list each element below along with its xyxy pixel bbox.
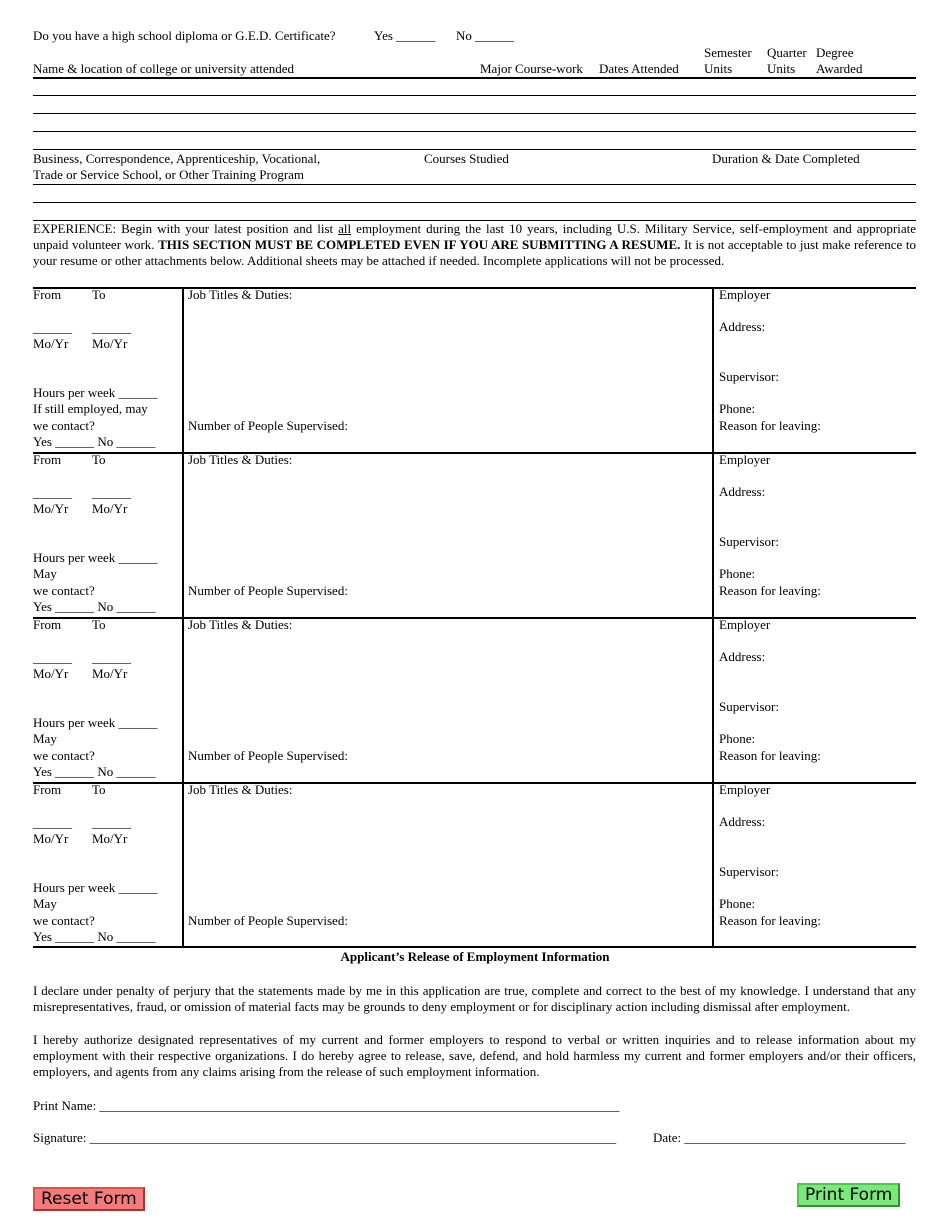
reason-for-leaving-label: Reason for leaving:	[719, 913, 821, 928]
reset-form-button[interactable]: Reset Form	[33, 1187, 145, 1211]
from-date-field[interactable]: ______	[33, 815, 72, 830]
supervisor-label: Supervisor:	[719, 369, 779, 384]
from-format-label: Mo/Yr	[33, 336, 69, 351]
to-label: To	[92, 782, 106, 797]
diploma-question-text: Do you have a high school diploma or G.E.D. Certificate?	[33, 28, 336, 43]
hours-per-week-field[interactable]: Hours per week ______	[33, 550, 158, 565]
employer-label: Employer	[719, 287, 771, 302]
courses-studied-header: Courses Studied	[424, 151, 509, 166]
phone-label: Phone:	[719, 896, 756, 911]
experience-block-top-rule	[33, 452, 916, 454]
college-row-line[interactable]	[33, 149, 916, 150]
training-school-header-line2: Trade or Service School, or Other Training Program	[33, 167, 305, 182]
diploma-no-field[interactable]: No ______	[456, 28, 515, 43]
address-label: Address:	[719, 319, 766, 334]
training-school-header-line1: Business, Correspondence, Apprenticeship, Vocational,	[33, 151, 321, 166]
contact-question-line1: May	[33, 566, 57, 581]
reason-for-leaving-label: Reason for leaving:	[719, 583, 821, 598]
to-date-field[interactable]: ______	[92, 650, 131, 665]
from-format-label: Mo/Yr	[33, 831, 69, 846]
experience-instructions	[33, 221, 916, 269]
experience-column-divider	[182, 782, 184, 947]
job-titles-duties-label: Job Titles & Duties:	[188, 782, 293, 797]
from-date-field[interactable]: ______	[33, 650, 72, 665]
college-row-line[interactable]	[33, 95, 916, 96]
from-label: From	[33, 287, 62, 302]
hours-per-week-field[interactable]: Hours per week ______	[33, 385, 158, 400]
job-titles-duties-label: Job Titles & Duties:	[188, 617, 293, 632]
experience-block-top-rule	[33, 617, 916, 619]
contact-yes-no-field[interactable]: Yes ______ No ______	[33, 434, 156, 449]
college-name-header: Name & location of college or university attended	[33, 61, 294, 76]
job-titles-duties-label: Job Titles & Duties:	[188, 287, 293, 302]
address-label: Address:	[719, 649, 766, 664]
print-form-button[interactable]: Print Form	[797, 1183, 900, 1207]
job-titles-duties-label: Job Titles & Duties:	[188, 452, 293, 467]
from-date-field[interactable]: ______	[33, 485, 72, 500]
experience-column-divider	[712, 452, 714, 617]
contact-question-line2: we contact?	[33, 913, 95, 928]
contact-question-line2: we contact?	[33, 748, 95, 763]
training-row-line[interactable]	[33, 202, 916, 203]
to-format-label: Mo/Yr	[92, 336, 128, 351]
degree-header-top: Degree	[816, 45, 854, 60]
people-supervised-label: Number of People Supervised:	[188, 913, 348, 928]
signature-field[interactable]: Signature: _________________________________________________________________________________	[33, 1130, 617, 1145]
from-label: From	[33, 782, 62, 797]
to-label: To	[92, 452, 106, 467]
to-format-label: Mo/Yr	[92, 666, 128, 681]
experience-column-divider	[712, 617, 714, 782]
employer-label: Employer	[719, 782, 771, 797]
supervisor-label: Supervisor:	[719, 699, 779, 714]
semester-header-bottom: Units	[704, 61, 733, 76]
print-name-field[interactable]: Print Name: ________________________________________________________________________________	[33, 1098, 620, 1113]
to-label: To	[92, 617, 106, 632]
experience-column-divider	[182, 452, 184, 617]
supervisor-label: Supervisor:	[719, 864, 779, 879]
supervisor-label: Supervisor:	[719, 534, 779, 549]
dates-attended-header: Dates Attended	[599, 61, 679, 76]
duration-header: Duration & Date Completed	[712, 151, 860, 166]
to-date-field[interactable]: ______	[92, 320, 131, 335]
experience-column-divider	[182, 617, 184, 782]
to-date-field[interactable]: ______	[92, 485, 131, 500]
experience-bottom-rule	[33, 946, 916, 948]
contact-yes-no-field[interactable]: Yes ______ No ______	[33, 599, 156, 614]
phone-label: Phone:	[719, 401, 756, 416]
degree-header-bottom: Awarded	[816, 61, 863, 76]
experience-intro-bold: THIS SECTION MUST BE COMPLETED EVEN IF YOU ARE SUBMITTING A RESUME.	[158, 237, 681, 252]
release-paragraph-1: I declare under penalty of perjury that the statements made by me in this application are true, complete and correct to the best of my knowledge. I understand that any misrepresentatives, fraud, or omission of material facts may be grounds to deny employment or for disciplinary action including dismissal after employment.	[33, 983, 916, 1014]
to-format-label: Mo/Yr	[92, 831, 128, 846]
people-supervised-label: Number of People Supervised:	[188, 748, 348, 763]
contact-question-line1: May	[33, 896, 57, 911]
contact-question-line1: If still employed, may	[33, 401, 148, 416]
phone-label: Phone:	[719, 731, 756, 746]
to-format-label: Mo/Yr	[92, 501, 128, 516]
to-date-field[interactable]: ______	[92, 815, 131, 830]
employer-label: Employer	[719, 452, 771, 467]
quarter-header-bottom: Units	[767, 61, 796, 76]
college-row-line[interactable]	[33, 131, 916, 132]
quarter-header-top: Quarter	[767, 45, 807, 60]
employer-label: Employer	[719, 617, 771, 632]
experience-block-top-rule	[33, 782, 916, 784]
contact-question-line1: May	[33, 731, 57, 746]
hours-per-week-field[interactable]: Hours per week ______	[33, 715, 158, 730]
training-row-line[interactable]	[33, 184, 916, 185]
experience-intro-underlined: all	[338, 221, 352, 236]
experience-intro-mid: employment during the last 10 years, including U.S. Military Service, self-employment and appropriate unpaid volunteer work.	[33, 221, 916, 252]
people-supervised-label: Number of People Supervised:	[188, 418, 348, 433]
from-format-label: Mo/Yr	[33, 501, 69, 516]
experience-column-divider	[712, 287, 714, 452]
to-label: To	[92, 287, 106, 302]
semester-header-top: Semester	[704, 45, 752, 60]
experience-column-divider	[712, 782, 714, 947]
diploma-yes-field[interactable]: Yes ______	[374, 28, 436, 43]
college-row-line[interactable]	[33, 113, 916, 114]
contact-question-line2: we contact?	[33, 583, 95, 598]
hours-per-week-field[interactable]: Hours per week ______	[33, 880, 158, 895]
college-header-rule	[33, 77, 916, 79]
release-paragraph-2: I hereby authorize designated representatives of my current and former employers to respond to verbal or written inquiries and to release information about my employment with their respective organizations. I do hereby agree to release, save, defend, and hold harmless my current and former employers and/or their officers, employers, and agents from any claims arising from the release of such employment information.	[33, 1032, 916, 1079]
experience-intro-end: It is not acceptable to just make reference to your resume or other attachments below. Additional sheets may be attached if needed. Incomplete applications will not be processed.	[33, 237, 916, 268]
date-field[interactable]: Date: __________________________________	[653, 1130, 906, 1145]
people-supervised-label: Number of People Supervised:	[188, 583, 348, 598]
address-label: Address:	[719, 814, 766, 829]
phone-label: Phone:	[719, 566, 756, 581]
from-date-field[interactable]: ______	[33, 320, 72, 335]
diploma-question	[33, 28, 336, 44]
experience-block-top-rule	[33, 287, 916, 289]
contact-yes-no-field[interactable]: Yes ______ No ______	[33, 929, 156, 944]
reason-for-leaving-label: Reason for leaving:	[719, 748, 821, 763]
contact-question-line2: we contact?	[33, 418, 95, 433]
address-label: Address:	[719, 484, 766, 499]
experience-column-divider	[182, 287, 184, 452]
release-title: Applicant’s Release of Employment Information	[340, 949, 610, 964]
major-header: Major Course-work	[480, 61, 583, 76]
experience-intro-start: EXPERIENCE: Begin with your latest position and list	[33, 221, 339, 236]
reason-for-leaving-label: Reason for leaving:	[719, 418, 821, 433]
from-format-label: Mo/Yr	[33, 666, 69, 681]
from-label: From	[33, 617, 62, 632]
from-label: From	[33, 452, 62, 467]
contact-yes-no-field[interactable]: Yes ______ No ______	[33, 764, 156, 779]
